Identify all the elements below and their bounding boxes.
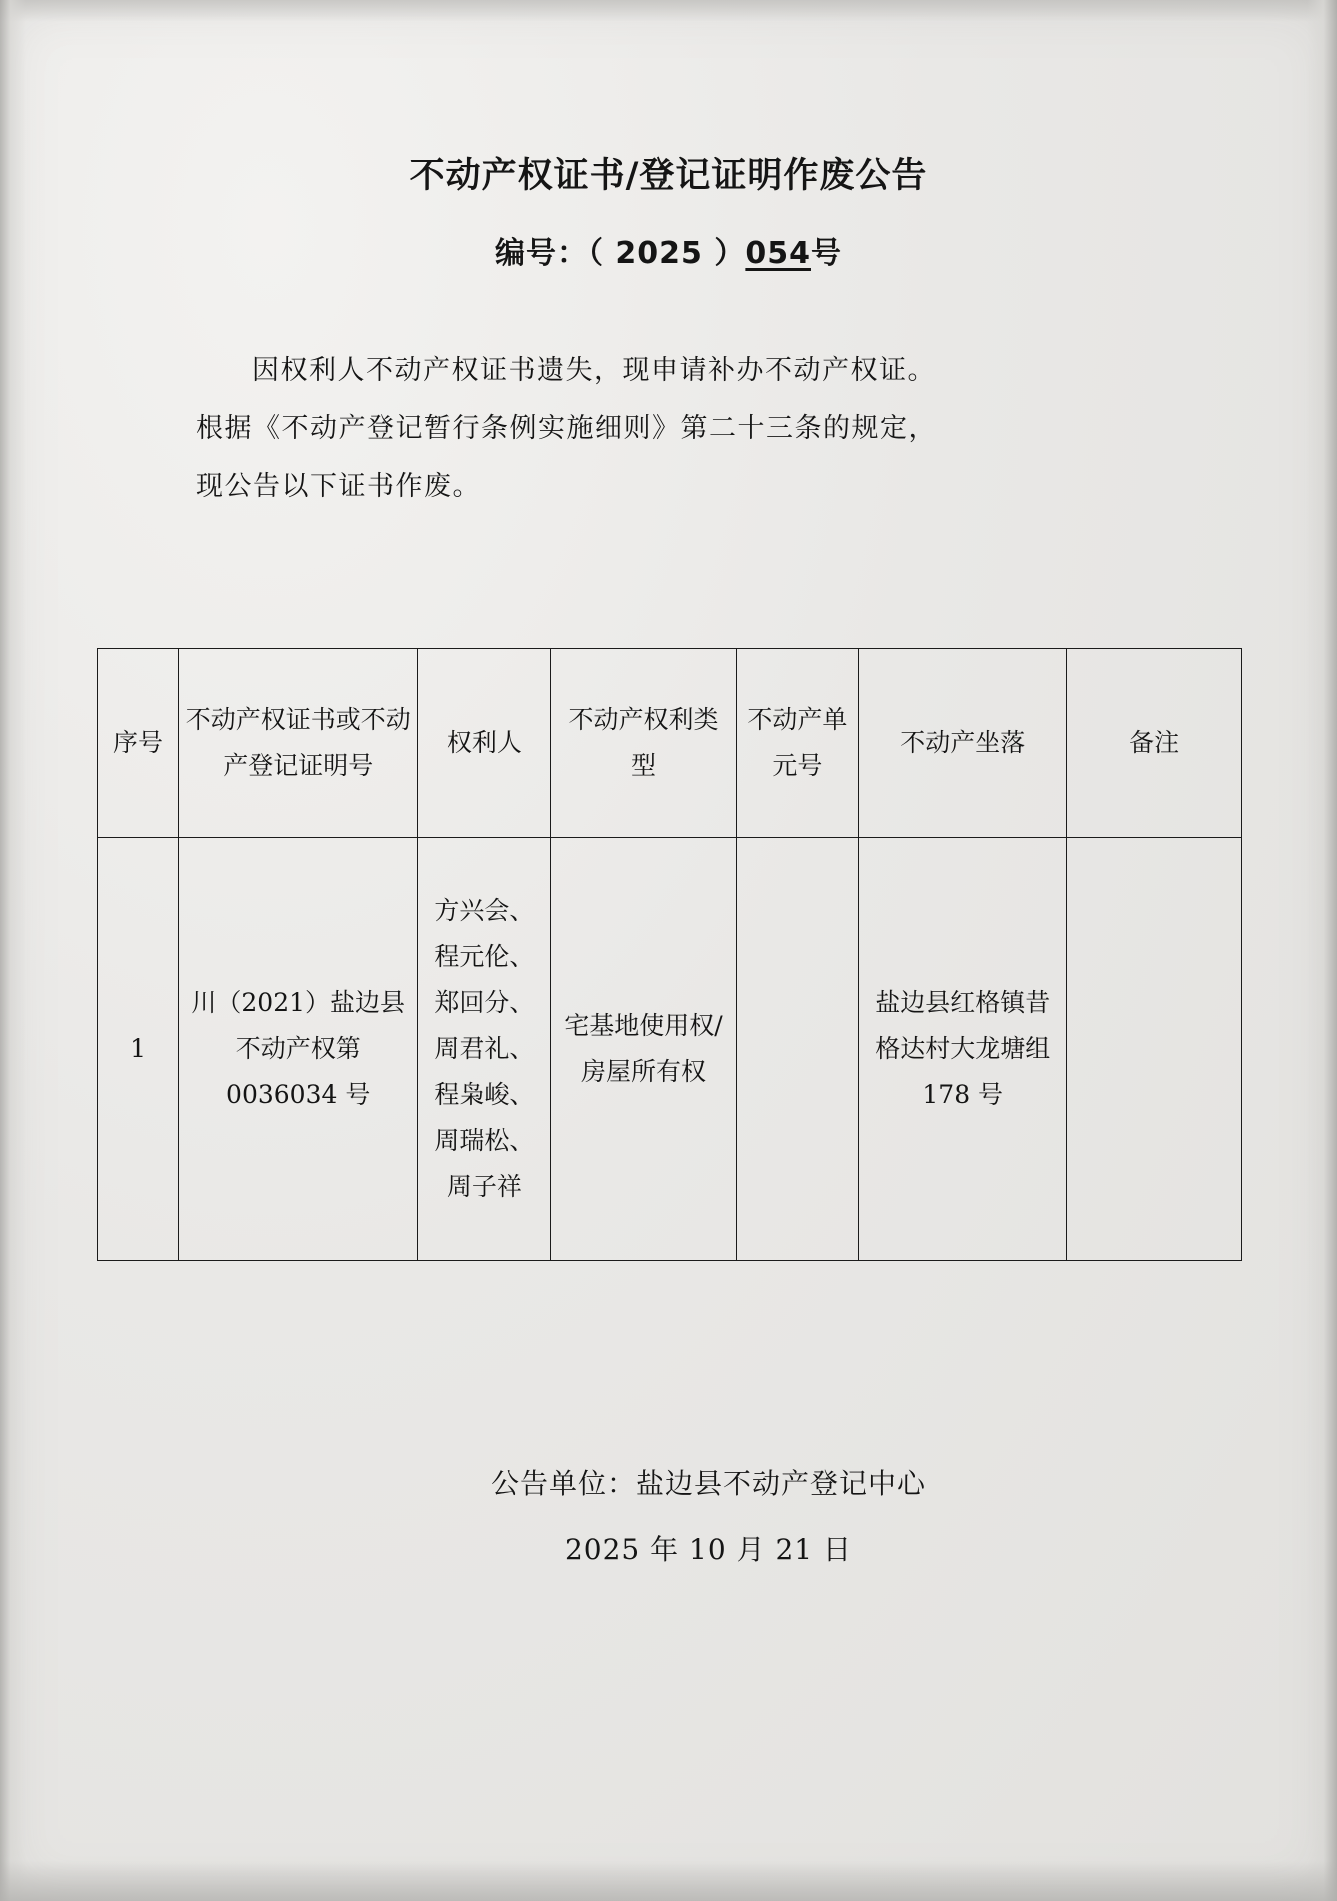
header-no: 序号 xyxy=(98,649,179,838)
header-right-type: 不动产权利类 型 xyxy=(551,649,736,838)
document-number-prefix: 编号：（ 2025 ） xyxy=(494,236,746,271)
header-unit-no: 不动产单元号 xyxy=(736,649,859,838)
body-text xyxy=(196,342,1156,516)
cell-remark xyxy=(1067,838,1242,1261)
cell-cert-no: 川（2021）盐边县不动产权第0036034 号 xyxy=(179,838,418,1261)
body-paragraph-3: 现公告以下证书作废。 xyxy=(196,471,481,502)
header-cert-no: 不动产权证书或不动产登记证明号 xyxy=(179,649,418,838)
header-location: 不动产坐落 xyxy=(859,649,1067,838)
signature-date: 2025 年 10 月 21 日 xyxy=(564,1533,853,1566)
cell-location: 盐边县红格镇昔格达村大龙塘组178 号 xyxy=(859,838,1067,1261)
page-title: 不动产权证书/登记证明作废公告 xyxy=(409,156,928,196)
cell-owner: 方兴会、程元伦、郑回分、周君礼、程枭峻、周瑞松、周子祥 xyxy=(418,838,551,1261)
cell-right-type: 宅基地使用权/房屋所有权 xyxy=(551,838,736,1261)
document-number xyxy=(0,228,1337,272)
cell-no: 1 xyxy=(98,838,179,1261)
document-number-suffix: 号 xyxy=(811,236,842,271)
cell-unit-no xyxy=(736,838,859,1261)
signature-unit: 公告单位：盐边县不动产登记中心 xyxy=(490,1467,926,1500)
header-remark: 备注 xyxy=(1067,649,1242,838)
certificate-table xyxy=(97,648,1242,1261)
table-row xyxy=(98,838,1242,1261)
body-paragraph-2: 根据《不动产登记暂行条例实施细则》第二十三条的规定， xyxy=(196,413,937,444)
signature-block xyxy=(0,1462,1337,1568)
table-header-row xyxy=(98,649,1242,838)
document-number-serial: 054 xyxy=(745,236,811,271)
header-owner: 权利人 xyxy=(418,649,551,838)
body-paragraph-1: 因权利人不动产权证书遗失，现申请补办不动产权证。 xyxy=(252,355,936,386)
